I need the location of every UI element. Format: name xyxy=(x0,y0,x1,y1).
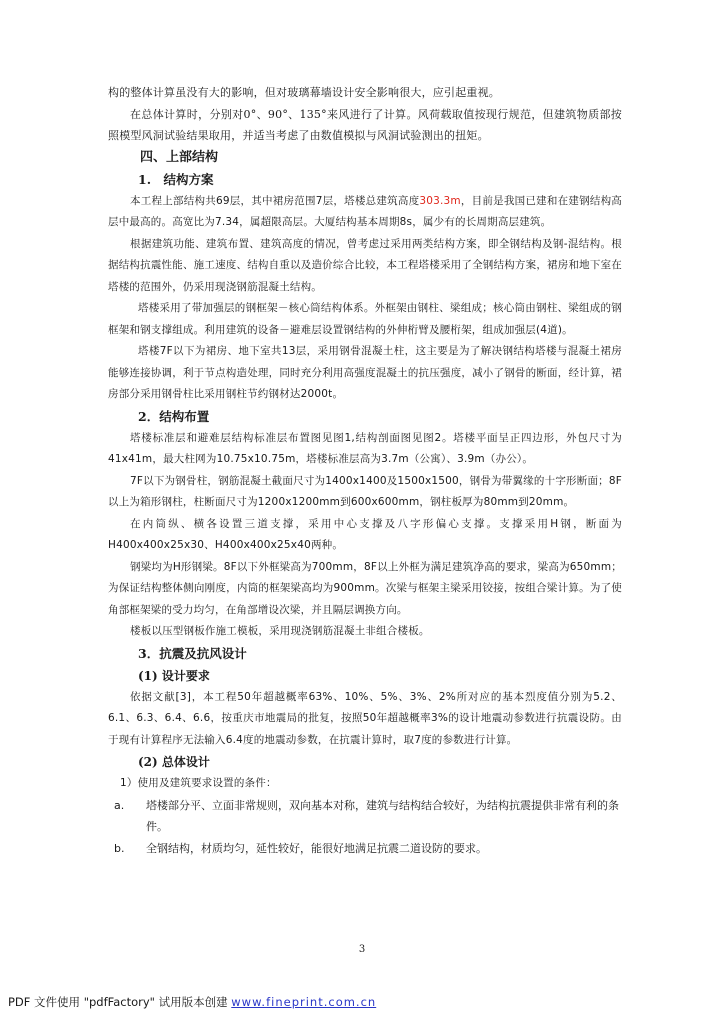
paragraph-scheme-choice: 根据建筑功能、建筑布置、建筑高度的情况，曾考虑过采用两类结构方案，即全钢结构及钢-混结构。根据结构抗震性能、施工速度、结构自重以及造价综合比较，本工程塔楼采用了全钢结构方案，裙房和地下室在塔楼的范围外，仍采用现浇钢筋混凝土结构。 xyxy=(108,237,622,293)
list-item xyxy=(108,795,622,838)
page-number: 3 xyxy=(358,944,366,955)
paragraph-podium: 塔楼7F以下为裙房、地下室共13层，采用钢骨混凝土柱，这主要是为了解决钢结构塔楼与混凝土裙房能够连接协调，利于节点构造处理，同时充分利用高强度混凝土的抗压强度，减小了钢骨的断面，经计算，裙房部分采用钢骨柱比采用钢柱节约钢材达2000t。 xyxy=(108,345,622,400)
subheading-layout: 2．结构布置 xyxy=(138,408,210,424)
overview-text-a: 本工程上部结构共69层，其中裙房范围7层，塔楼总建筑高度 xyxy=(130,194,420,207)
footer-link[interactable]: www.fineprint.com.cn xyxy=(231,995,377,1009)
paragraph-columns: 7F以下为钢骨柱，钢筋混凝土截面尺寸为1400x1400及1500x1500，钢骨为带翼缘的十字形断面；8F以上为箱形钢柱，柱断面尺寸为1200x1200mm到600x600mm，钢柱板厚为80mm到20mm。 xyxy=(108,474,622,508)
paragraph-beams: 钢梁均为H形钢梁。8F以下外框梁高为700mm，8F以上外框为满足建筑净高的要求，梁高为650mm；为保证结构整体侧向刚度，内筒的框架梁高均为900mm。次梁与框架主梁采用铰接，按组合梁计算。为了使角部框架梁的受力均匀，在角部增设次梁，并且隔层调换方向。 xyxy=(108,560,622,616)
paragraph-floor-plan: 塔楼标准层和避难层结构标准层布置图见图1,结构剖面图见图2。塔楼平面呈正四边形，外包尺寸为41x41m，最大柱网为10.75x10.75m，塔楼标准层高为3.7m（公寓）、3.9m（办公）。 xyxy=(108,431,622,465)
building-height-highlight: 303.3m xyxy=(419,194,461,207)
pdf-footer xyxy=(8,994,376,1010)
subheading-overall-design: (2) 总体设计 xyxy=(138,755,210,769)
overview-text-b: ，目前是我国已建和在建钢结构高层中最高的。高宽比为7.34，属超限高层。大厦结构基本周期8s，属少有的长周期高层建筑。 xyxy=(108,194,623,228)
list-marker: b. xyxy=(114,841,125,855)
paragraph-slab: 楼板以压型钢板作施工模板，采用现浇钢筋混凝土非组合楼板。 xyxy=(130,625,430,637)
paragraph-seismic-params: 依据文献[3]，本工程50年超越概率63%、10%、5%、3%、2%所对应的基本烈度值分别为5.2、6.1、6.3、6.4、6.6，按重庆市地震局的批复，按照50年超越概率3%的设计地震动参数进行抗震设防。由于现有计算程序无法输入6.4度的地震动参数，在抗震计算时，取7度的参数进行计算。 xyxy=(108,690,622,746)
footer-text: PDF 文件使用 "pdfFactory" 试用版本创建 xyxy=(8,995,232,1009)
paragraph-overview xyxy=(108,191,622,234)
list-marker: a. xyxy=(114,798,125,812)
paragraph-bracing: 在内筒纵、横各设置三道支撑，采用中心支撑及八字形偏心支撑。支撑采用H钢，断面为H400x400x25x30、H400x400x25x40两种。 xyxy=(108,517,622,551)
subheading-structural-scheme: 1. 结构方案 xyxy=(138,171,214,187)
subheading-design-requirements: (1) 设计要求 xyxy=(138,668,210,683)
list-item-text: 全钢结构，材质均匀，延性较好，能很好地满足抗震二道设防的要求。 xyxy=(146,841,487,855)
list-item xyxy=(108,838,622,860)
paragraph-wind-calculation: 在总体计算时，分别对0°、90°、135°来风进行了计算。风荷载取值按现行规范，但建筑物质部按照模型风洞试验结果取用，并适当考虑了由数值模拟与风洞试验测出的扭矩。 xyxy=(108,107,622,142)
paragraph-frame-core: 塔楼采用了带加强层的钢框架－核心筒结构体系。外框架由钢柱、梁组成；核心筒由钢柱、梁组成的钢框架和钢支撑组成。利用建筑的设备－避难层设置钢结构的外伸桁臂及腰桁架，组成加强层(4道)。 xyxy=(108,302,622,336)
document-body xyxy=(108,82,622,859)
paragraph-continuation: 构的整体计算虽没有大的影响，但对玻璃幕墙设计安全影响很大，应引起重视。 xyxy=(108,86,500,99)
section-heading-superstructure: 四、上部结构 xyxy=(140,149,219,165)
list-item-text: 塔楼部分平、立面非常规则，双向基本对称，建筑与结构结合较好，为结构抗震提供非常有利的条件。 xyxy=(146,798,619,833)
paragraph-conditions: 1）使用及建筑要求设置的条件： xyxy=(120,777,277,789)
subheading-seismic-wind: 3．抗震及抗风设计 xyxy=(138,645,247,661)
